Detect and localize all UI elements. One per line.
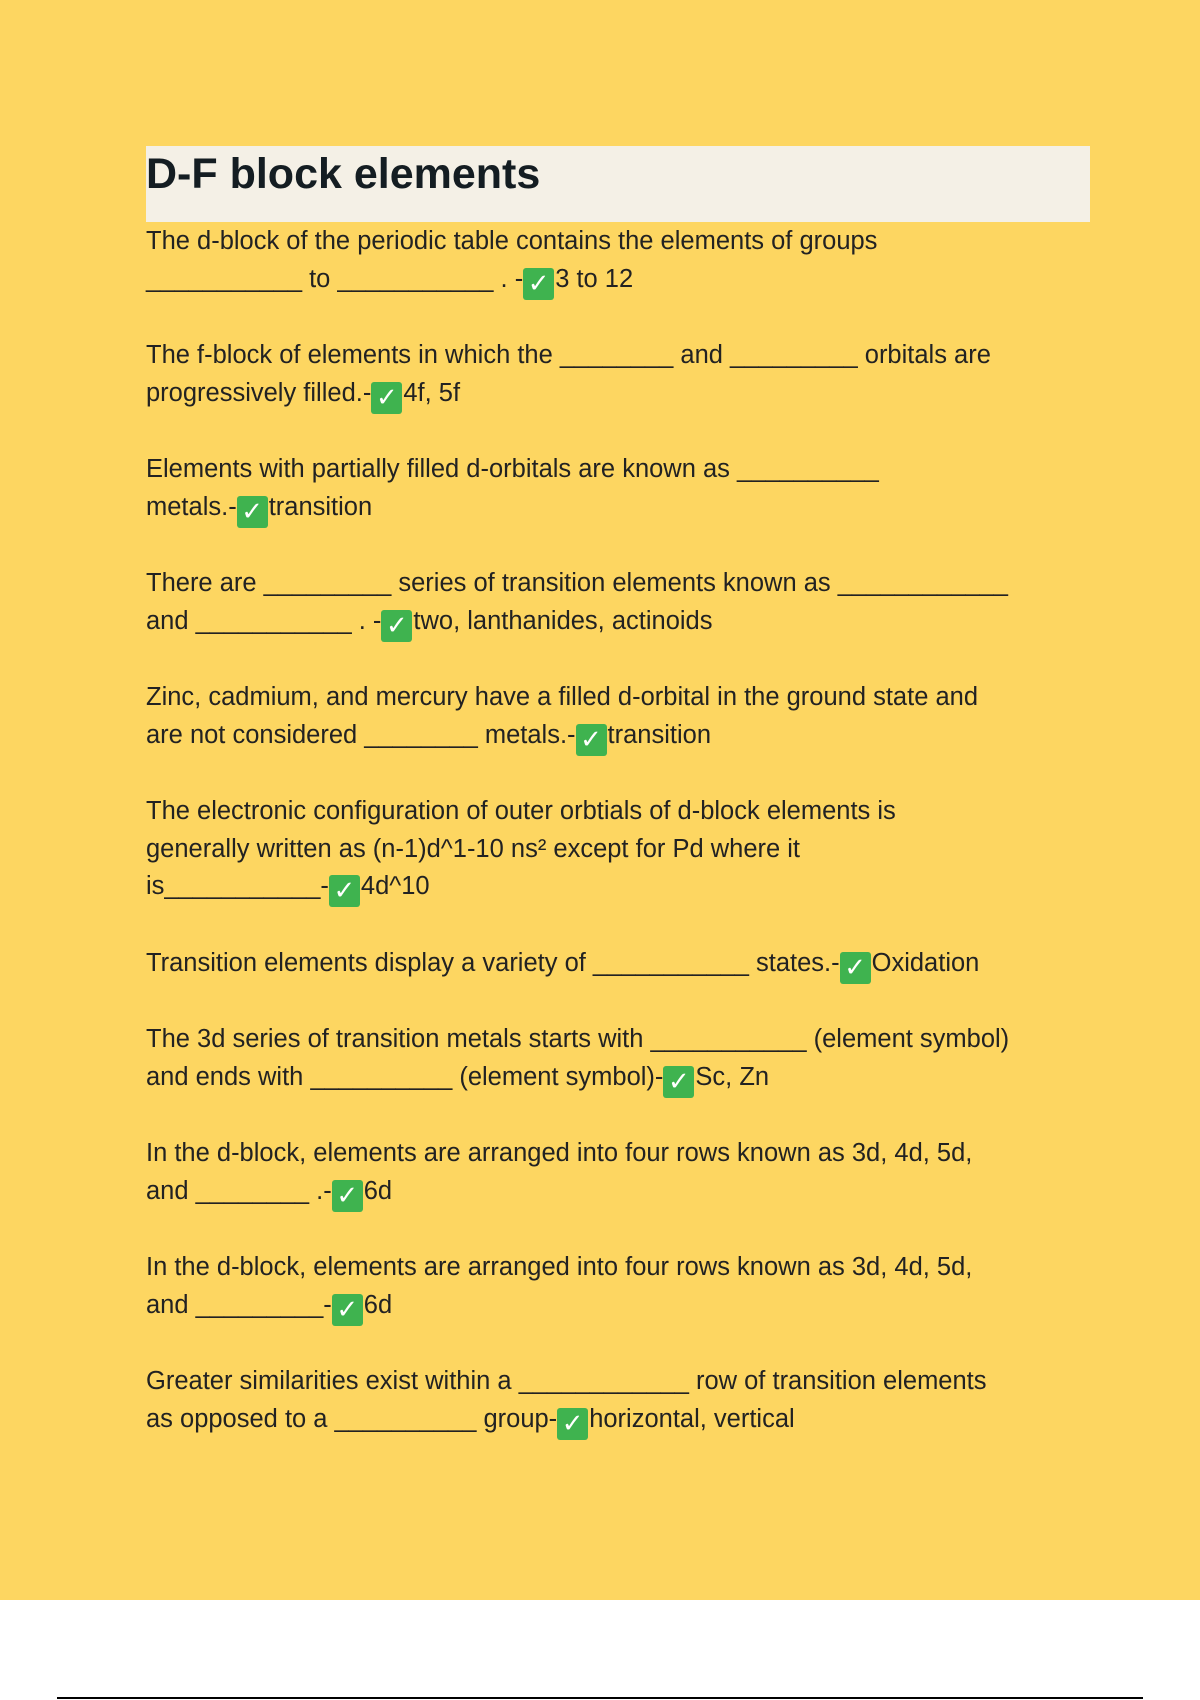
question-11 bbox=[146, 1363, 1090, 1440]
check-mark-icon: ✓ bbox=[840, 952, 871, 984]
question-text: Elements with partially filled d-orbitals are known as __________ bbox=[146, 455, 879, 483]
check-mark-icon: ✓ bbox=[329, 875, 360, 907]
question-text: generally written as (n-1)d^1-10 ns² except for Pd where it bbox=[146, 834, 801, 863]
question-text: Zinc, cadmium, and mercury have a filled d-orbital in the ground state and bbox=[146, 683, 979, 711]
question-text: There are _________ series of transition elements known as ____________ bbox=[146, 569, 1008, 597]
answer-text: two, lanthanides, actinoids bbox=[413, 606, 713, 635]
question-text: The electronic configuration of outer orbtials of d-block elements is bbox=[146, 797, 896, 825]
check-mark-icon: ✓ bbox=[237, 496, 268, 528]
question-text: The f-block of elements in which the ________ and _________ orbitals are bbox=[146, 341, 991, 369]
question-text: and ________ .- bbox=[146, 1176, 332, 1205]
answer-text: horizontal, vertical bbox=[589, 1404, 795, 1433]
question-text: In the d-block, elements are arranged into four rows known as 3d, 4d, 5d, bbox=[146, 1139, 973, 1167]
question-7 bbox=[146, 945, 1090, 984]
check-mark-icon: ✓ bbox=[557, 1408, 588, 1440]
answer-text: 4d^10 bbox=[360, 872, 430, 900]
question-text: The d-block of the periodic table contains the elements of groups bbox=[146, 227, 878, 255]
answer-text: 6d bbox=[363, 1290, 393, 1319]
answer-text: transition bbox=[607, 720, 712, 749]
question-list bbox=[146, 223, 1090, 1440]
question-text: In the d-block, elements are arranged into four rows known as 3d, 4d, 5d, bbox=[146, 1253, 973, 1281]
question-8 bbox=[146, 1021, 1090, 1098]
question-6 bbox=[146, 793, 1090, 907]
page-title: D-F block elements bbox=[146, 150, 541, 198]
answer-text: 6d bbox=[363, 1176, 393, 1205]
question-text: is___________- bbox=[146, 872, 329, 900]
question-text: The 3d series of transition metals starts with ___________ (element symbol) bbox=[146, 1025, 1010, 1053]
question-3 bbox=[146, 451, 1090, 528]
check-mark-icon: ✓ bbox=[332, 1180, 363, 1212]
question-text: progressively filled.- bbox=[146, 378, 372, 407]
check-mark-icon: ✓ bbox=[523, 268, 554, 300]
answer-text: Oxidation bbox=[871, 948, 980, 977]
question-5 bbox=[146, 679, 1090, 756]
question-text: metals.- bbox=[146, 492, 237, 521]
question-text: and _________- bbox=[146, 1290, 332, 1319]
question-text: ___________ to ___________ . - bbox=[146, 264, 524, 293]
check-mark-icon: ✓ bbox=[663, 1066, 694, 1098]
document-body bbox=[146, 146, 1090, 1477]
answer-text: transition bbox=[268, 492, 373, 521]
footer-divider bbox=[57, 1697, 1143, 1699]
answer-text: Sc, Zn bbox=[695, 1062, 770, 1091]
question-text: are not considered ________ metals.- bbox=[146, 720, 576, 749]
question-text: Transition elements display a variety of ___________ states.- bbox=[146, 948, 840, 977]
question-text: Greater similarities exist within a ____________ row of transition elements bbox=[146, 1367, 987, 1395]
answer-text: 3 to 12 bbox=[555, 264, 634, 293]
question-2 bbox=[146, 337, 1090, 414]
question-text: as opposed to a __________ group- bbox=[146, 1404, 558, 1433]
question-4 bbox=[146, 565, 1090, 642]
answer-text: 4f, 5f bbox=[403, 378, 461, 407]
question-text: and ends with __________ (element symbol)- bbox=[146, 1062, 664, 1091]
question-10 bbox=[146, 1249, 1090, 1326]
question-text: and ___________ . - bbox=[146, 606, 382, 635]
title-band bbox=[146, 146, 1090, 222]
check-mark-icon: ✓ bbox=[371, 382, 402, 414]
check-mark-icon: ✓ bbox=[381, 610, 412, 642]
check-mark-icon: ✓ bbox=[576, 724, 607, 756]
question-9 bbox=[146, 1135, 1090, 1212]
check-mark-icon: ✓ bbox=[332, 1294, 363, 1326]
question-1 bbox=[146, 223, 1090, 300]
